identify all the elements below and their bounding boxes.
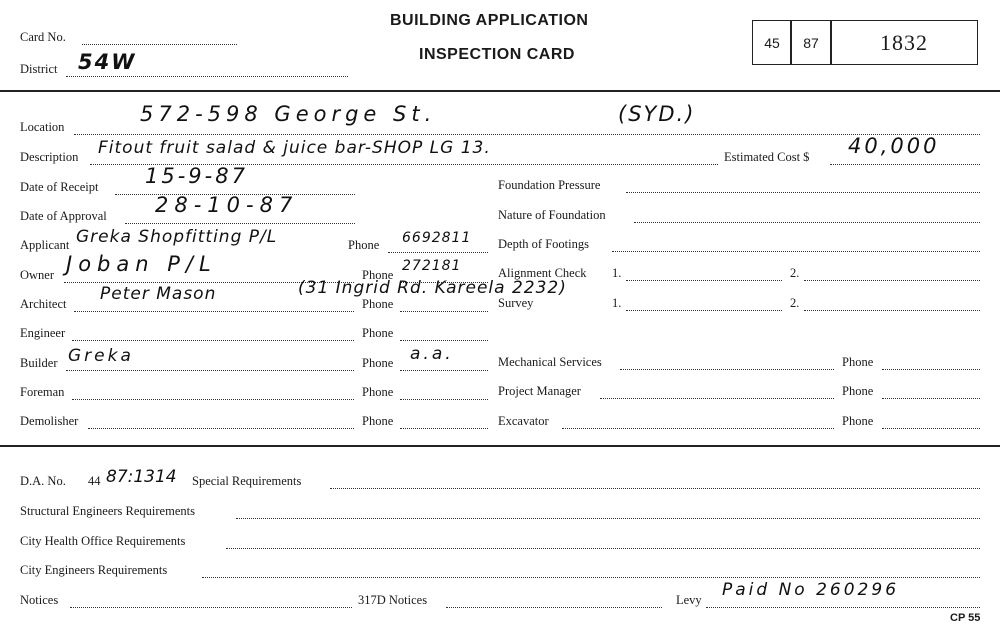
nature-of-foundation-label: Nature of Foundation xyxy=(498,208,606,222)
demolisher-line xyxy=(88,428,354,429)
builder-phone-value: a.a. xyxy=(410,344,454,364)
da-no-label: D.A. No. xyxy=(20,474,66,488)
engineer-label: Engineer xyxy=(20,326,66,340)
applicant-value: Greka Shopfitting P/L xyxy=(76,227,278,247)
foundation-pressure-line xyxy=(626,192,980,193)
excavator-phone-label: Phone xyxy=(842,414,874,428)
card-no-line xyxy=(82,44,237,45)
owner-value: Joban P/L xyxy=(66,252,217,276)
excavator-line xyxy=(562,428,834,429)
estimated-cost-label: Estimated Cost $ xyxy=(724,150,810,164)
da-no-prefix: 44 xyxy=(88,474,101,488)
mechanical-services-label: Mechanical Services xyxy=(498,355,602,369)
foreman-label: Foreman xyxy=(20,385,65,399)
project-manager-phone-label: Phone xyxy=(842,384,874,398)
location-value-extra: (SYD.) xyxy=(618,102,696,126)
alignment-check-num2: 2. xyxy=(790,266,800,280)
survey-label: Survey xyxy=(498,296,534,310)
location-value: 572-598 George St. xyxy=(140,102,437,126)
header-divider xyxy=(0,90,1000,92)
excavator-phone-line xyxy=(882,428,980,429)
date-of-approval-value: 28-10-87 xyxy=(155,193,299,217)
applicant-phone-value: 6692811 xyxy=(402,230,472,246)
da-no-value: 87:1314 xyxy=(106,467,177,487)
special-requirements-line xyxy=(330,488,980,489)
depth-of-footings-label: Depth of Footings xyxy=(498,237,589,251)
nature-of-foundation-line xyxy=(634,222,980,223)
foreman-line xyxy=(72,399,354,400)
city-engineers-line xyxy=(202,577,980,578)
survey-num2: 2. xyxy=(790,296,800,310)
date-of-approval-label: Date of Approval xyxy=(20,209,107,223)
card-number: 1832 xyxy=(830,20,978,65)
location-line xyxy=(74,134,980,135)
city-health-line xyxy=(226,548,980,549)
demolisher-phone-line xyxy=(400,428,488,429)
special-requirements-label: Special Requirements xyxy=(192,474,302,488)
estimated-cost-value: 40,000 xyxy=(848,134,940,158)
title-line1: BUILDING APPLICATION xyxy=(390,12,589,29)
description-label: Description xyxy=(20,150,79,164)
demolisher-label: Demolisher xyxy=(20,414,79,428)
applicant-phone-label: Phone xyxy=(348,238,380,252)
city-health-label: City Health Office Requirements xyxy=(20,534,186,548)
applicant-label: Applicant xyxy=(20,238,70,252)
notices-317d-label: 317D Notices xyxy=(358,593,428,607)
district-line xyxy=(66,76,348,77)
owner-phone-label: Phone xyxy=(362,268,394,282)
builder-phone-label: Phone xyxy=(362,356,394,370)
location-label: Location xyxy=(20,120,65,134)
architect-label: Architect xyxy=(20,297,67,311)
notices-label: Notices xyxy=(20,593,59,607)
project-manager-line xyxy=(600,398,834,399)
engineer-phone-label: Phone xyxy=(362,326,394,340)
foreman-phone-label: Phone xyxy=(362,385,394,399)
builder-phone-line xyxy=(400,370,488,371)
survey-line1 xyxy=(626,310,782,311)
owner-phone-value: 272181 xyxy=(402,258,462,274)
excavator-label: Excavator xyxy=(498,414,549,428)
builder-line xyxy=(66,370,354,371)
description-value: Fitout fruit salad & juice bar-SHOP LG 13. xyxy=(98,138,491,158)
applicant-phone-line xyxy=(388,252,488,253)
levy-label: Levy xyxy=(676,593,702,607)
owner-label: Owner xyxy=(20,268,55,282)
mechanical-services-line xyxy=(620,369,834,370)
structural-engineers-line xyxy=(236,518,980,519)
foundation-pressure-label: Foundation Pressure xyxy=(498,178,601,192)
foreman-phone-line xyxy=(400,399,488,400)
levy-value: Paid No 260296 xyxy=(722,580,900,600)
mechanical-services-phone-label: Phone xyxy=(842,355,874,369)
card-box-1: 45 xyxy=(752,20,792,65)
notices-line xyxy=(70,607,352,608)
alignment-check-label: Alignment Check xyxy=(498,266,587,280)
date-of-approval-line xyxy=(125,223,355,224)
card-no-label: Card No. xyxy=(20,30,66,44)
card-box-2: 87 xyxy=(790,20,832,65)
form-code: CP 55 xyxy=(950,612,981,624)
survey-num1: 1. xyxy=(612,296,622,310)
district-label: District xyxy=(20,62,58,76)
alignment-check-line2 xyxy=(804,280,980,281)
date-of-receipt-value: 15-9-87 xyxy=(145,164,248,188)
alignment-check-line1 xyxy=(626,280,782,281)
city-engineers-label: City Engineers Requirements xyxy=(20,563,168,577)
project-manager-label: Project Manager xyxy=(498,384,581,398)
notices-317d-line xyxy=(446,607,662,608)
lower-divider xyxy=(0,445,1000,447)
alignment-check-num1: 1. xyxy=(612,266,622,280)
project-manager-phone-line xyxy=(882,398,980,399)
builder-label: Builder xyxy=(20,356,58,370)
estimated-cost-line xyxy=(830,164,980,165)
structural-engineers-label: Structural Engineers Requirements xyxy=(20,504,195,518)
builder-value: Greka xyxy=(68,346,134,366)
mechanical-services-phone-line xyxy=(882,369,980,370)
architect-line xyxy=(74,311,354,312)
district-value: 54W xyxy=(78,50,137,74)
architect-phone-line xyxy=(400,311,488,312)
engineer-phone-line xyxy=(400,340,488,341)
architect-phone-label: Phone xyxy=(362,297,394,311)
date-of-receipt-label: Date of Receipt xyxy=(20,180,99,194)
engineer-line xyxy=(72,340,354,341)
demolisher-phone-label: Phone xyxy=(362,414,394,428)
depth-of-footings-line xyxy=(612,251,980,252)
title-line2: INSPECTION CARD xyxy=(419,46,575,63)
levy-line xyxy=(706,607,980,608)
survey-line2 xyxy=(804,310,980,311)
architect-value: Peter Mason xyxy=(100,284,217,304)
architect-address: (31 Ingrid Rd. Kareela 2232) xyxy=(298,278,567,298)
